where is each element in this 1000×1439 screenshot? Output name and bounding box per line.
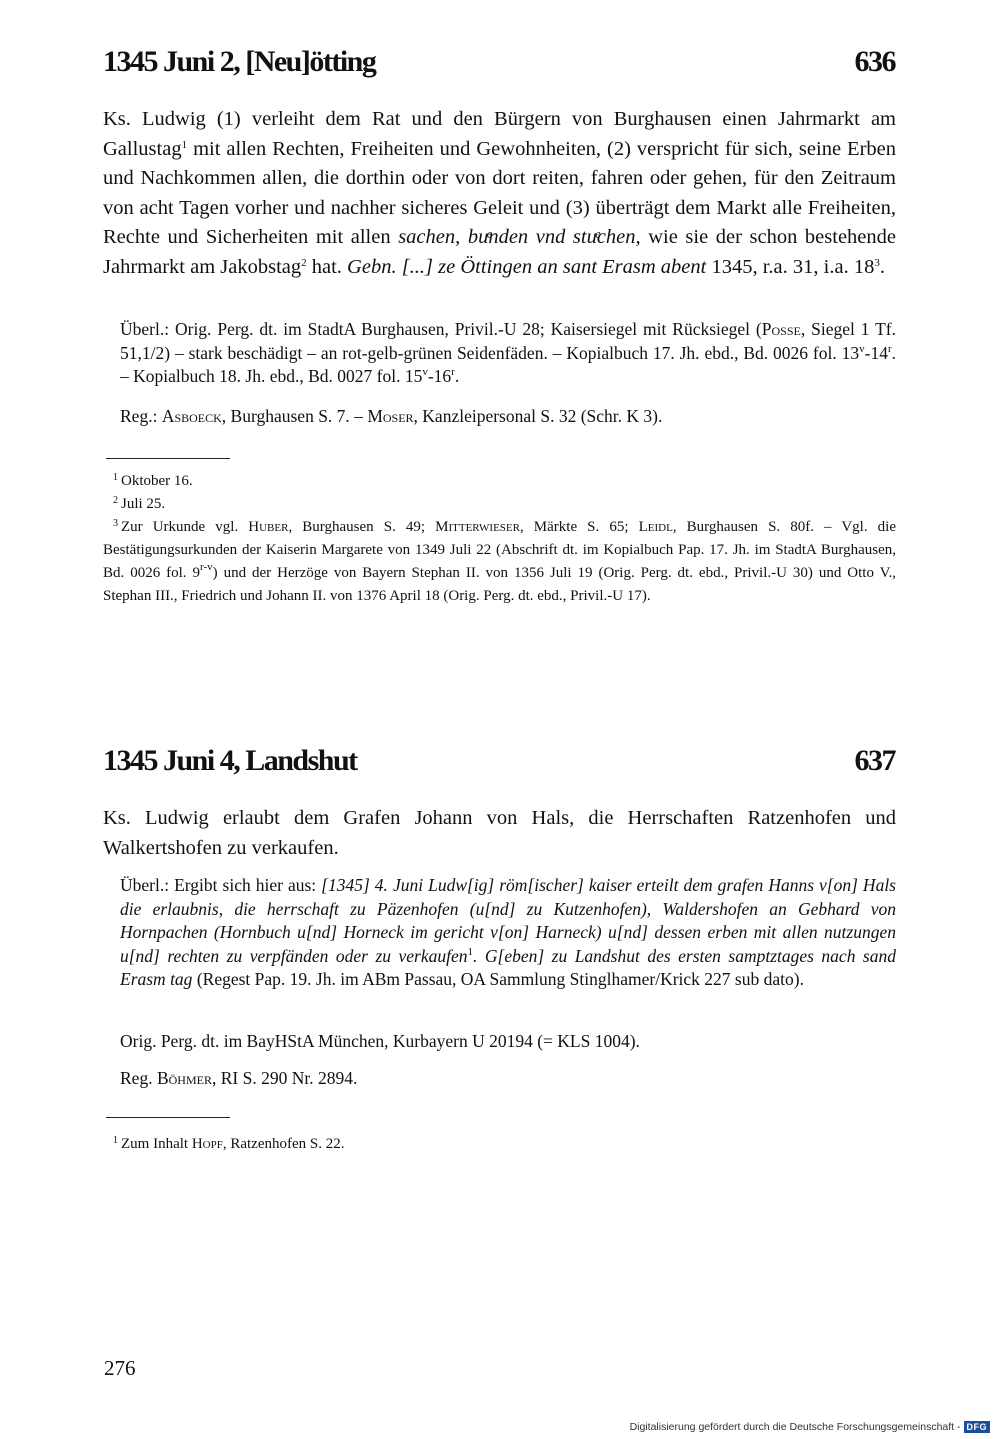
entry-heading — [103, 746, 895, 776]
original-note: Orig. Perg. dt. im BayHStA München, Kurbayern U 20194 (= KLS 1004). — [120, 1031, 640, 1051]
footnote-ref: 1 — [467, 945, 474, 958]
footnote-ref: 3 — [874, 256, 880, 269]
footnote: $^1$ Oktober 16. — [113, 472, 193, 489]
dfg-logo-icon: DFG — [964, 1421, 991, 1433]
transmission-note: Überl.: Orig. Perg. dt. im StadtA Burghausen, Privil.-U 28; Kaisersiegel mit Rücksiegel (Posse, Siegel 1 Tf. 51,1/2) – stark beschädigt – an rot-gelb-grünen Seidenfäden. – Kopialbuch 17. Jh. ebd., Bd. 0026 fol. 13$^v$-14$^r$. – Kopialbuch 18. Jh. ebd., Bd. 0027 fol. 15$^v$-16$^r$. — [120, 319, 896, 386]
regest-text: Ks. Ludwig erlaubt dem Grafen Johann von Hals, die Herrschaften Ratzenhofen und Walkertshofen zu verkaufen. — [103, 807, 896, 859]
footnote-divider — [106, 458, 230, 459]
entry-date-place: 1345 Juni 2, [Neu]ötting — [103, 45, 376, 78]
entry-date-place: 1345 Juni 4, Landshut — [103, 744, 357, 777]
footnote-ref: 2 — [301, 256, 307, 269]
entry-number: 636 — [854, 45, 895, 78]
entry-heading — [103, 47, 895, 77]
digitization-credit: Digitalisierung gefördert durch die Deutsche Forschungsgemeinschaft - DFG — [630, 1421, 990, 1433]
footnote-ref: 1 — [181, 138, 188, 151]
footnote: $^1$ Zum Inhalt Hopf, Ratzenhofen S. 22. — [113, 1135, 345, 1152]
regesta-note: Reg.: Asboeck, Burghausen S. 7. – Moser, Kanzleipersonal S. 32 (Schr. K 3). — [120, 406, 663, 426]
regesta-note: Reg. Böhmer, RI S. 290 Nr. 2894. — [120, 1068, 358, 1088]
regest-text: Ks. Ludwig (1) verleiht dem Rat und den Bürgern von Burghausen einen Jahrmarkt am Gallustag$^1$ mit allen Rechten, Freiheiten und Gewohnheiten, (2) verspricht für sich, seine Erben und Nachkommen allen, die dorthin oder von dort reiten, fahren oder gehen, für den Zeitraum von acht Tagen vorher und nachher sicheres Geleit und (3) überträgt dem Markt alle Freiheiten, Rechte und Sicherheiten mit allen sachen, buͤnden vnd stuͤchen, wie sie der schon bestehende Jahrmarkt am Jakobstag$^2$ hat. Gebn. [...] ze Öttingen an sant Erasm abent 1345, r.a. 31, i.a. $18^3$. — [103, 108, 896, 278]
footnote: $^2$ Juli 25. — [113, 495, 166, 512]
transmission-note: Überl.: Ergibt sich hier aus: [1345] 4. Juni Ludw[ig] röm[ischer] kaiser erteilt dem grafen Hanns v[on] Hals die erlaubnis, die herrschaft zu Päzenhofen (u[nd] zu Kutzenhofen), Waldershofen an Gebhard von Hornpachen (Hornbuch u[nd] Horneck im gericht v[on] Harneck) u[nd] dessen erben mit allen nutzungen u[nd] rechten zu verpfänden oder zu verkaufen$^1$. G[eben] zu Landshut des ersten samptztages nach sand Erasm tag (Regest Pap. 19. Jh. im ABm Passau, OA Sammlung Stinglhamer/Krick 227 sub dato). — [120, 875, 896, 989]
entry-number: 637 — [854, 744, 895, 777]
footnote: $^3$ Zur Urkunde vgl. Huber, Burghausen S. 49; Mitterwieser, Märkte S. 65; Leidl, Burghausen S. 80f. – Vgl. die Bestätigungsurkunden der Kaiserin Margarete von 1349 Juli 22 (Abschrift dt. im Kopialbuch Pap. 17. Jh. im StadtA Burghausen, Bd. 0026 fol. 9$^{r-v}$) und der Herzöge von Bayern Stephan II. von 1356 Juli 19 (Orig. Perg. dt. ebd., Privil.-U 30) und Otto V., Stephan III., Friedrich und Johann II. von 1376 April 18 (Orig. Perg. dt. ebd., Privil.-U 17). — [103, 518, 897, 604]
page-number: 276 — [104, 1356, 136, 1380]
footnote-divider — [106, 1117, 230, 1118]
